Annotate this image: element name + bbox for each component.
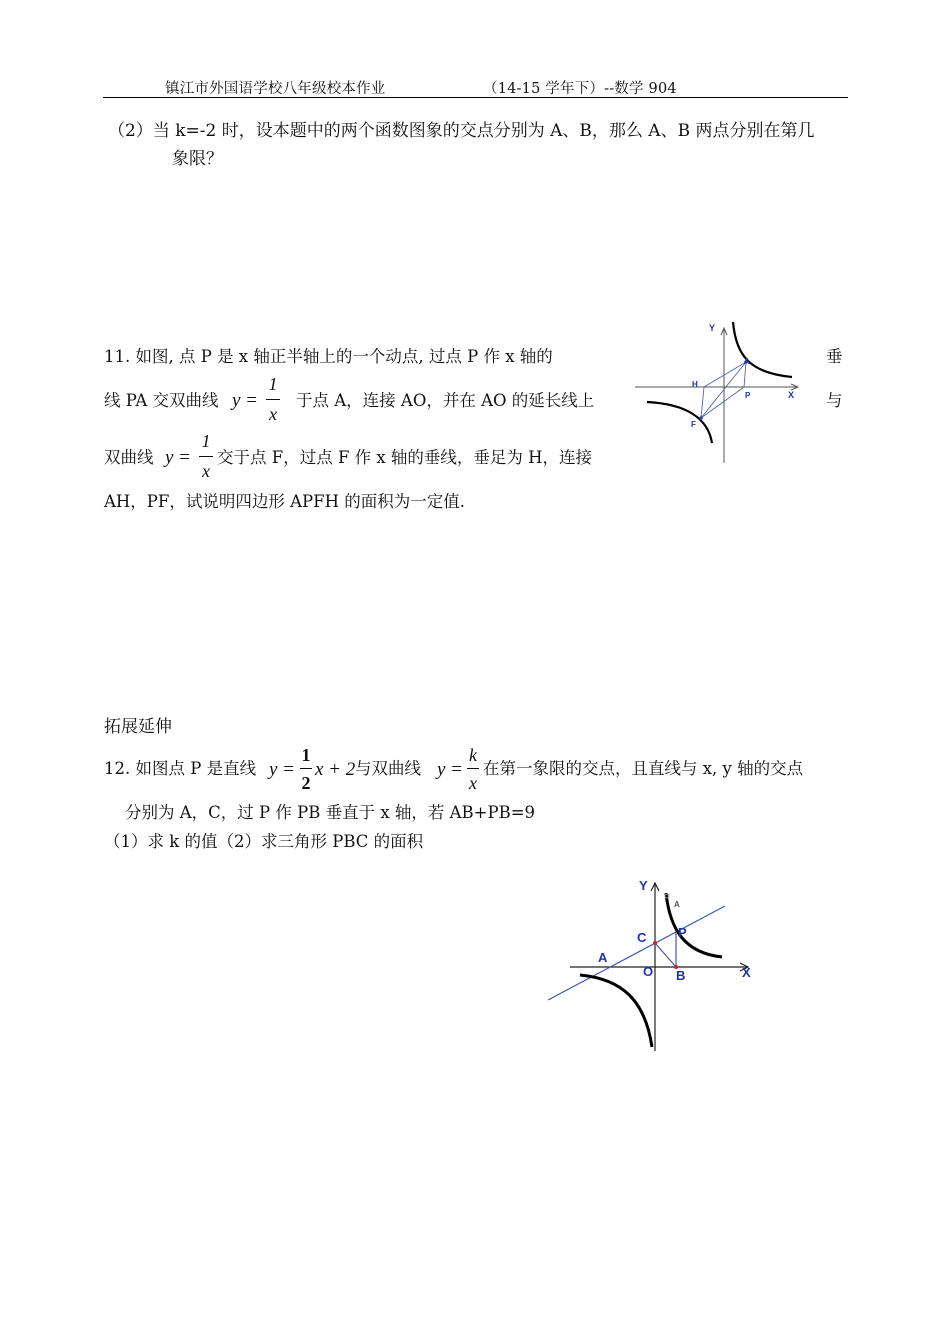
q12-line1-c: 在第一象限的交点，且直线与 x, y 轴的交点 [483, 759, 804, 778]
header-school: 镇江市外国语学校八年级校本作业 [165, 81, 386, 97]
q11-figure [630, 318, 810, 468]
q10-part2-line2: 象限？ [172, 149, 223, 169]
q11-eq2-fraction [199, 431, 213, 483]
q11-line3-b: 交于点 F，过点 F 作 x 轴的垂线，垂足为 H，连接 [217, 448, 593, 467]
label-o: O [643, 964, 654, 979]
q11-line2-b: 于点 A，连接 AO，并在 AO 的延长线上 [296, 391, 595, 410]
q11-eq2-numerator: 1 [201, 431, 211, 451]
q11-eq2-denominator: x [202, 461, 210, 481]
label-a: A [598, 950, 608, 965]
fraction-bar [266, 399, 280, 400]
label-h: H [692, 380, 698, 389]
q12-eq2-lhs: y = [437, 759, 464, 780]
q11-eq1-denominator: x [269, 404, 277, 424]
q11-line3-a: 双曲线 [104, 448, 154, 467]
q11-line2-a: 线 PA 交双曲线 [104, 391, 219, 410]
label-x: X [788, 390, 795, 400]
label-c: C [637, 930, 647, 945]
hyperbola-branch-q1 [733, 322, 792, 377]
q11-eq1-numerator: 1 [268, 374, 278, 394]
page-header [165, 77, 677, 98]
q12-eq1-lhs: y = [269, 759, 296, 780]
q11-eq1-fraction [266, 374, 280, 426]
q12-eq1-numerator: 1 [301, 745, 311, 765]
q12-line3: （1）求 k 的值（2）求三角形 PBC 的面积 [104, 832, 424, 851]
label-f: F [691, 420, 696, 429]
q11-line4: AH，PF，试说明四边形 APFH 的面积为一定值. [104, 492, 465, 511]
label-p: P [678, 925, 687, 940]
q12-eq2-fraction [467, 745, 479, 795]
label-y: Y [639, 878, 648, 893]
line-apc [548, 906, 725, 1000]
fraction-bar [467, 768, 479, 769]
q12-line2: 分别为 A，C，过 P 作 PB 垂直于 x 轴，若 AB+PB=9 [125, 803, 536, 822]
q12-eq2-denominator: x [469, 773, 477, 793]
segment-cb [655, 943, 676, 967]
q10-part2-line1: （2）当 k=-2 时，设本题中的两个函数图象的交点分别为 A、B，那么 A、B 两点分别在第几 [108, 121, 815, 141]
section-title: 拓展延伸 [104, 717, 172, 737]
fraction-bar [199, 456, 213, 457]
label-p: P [745, 391, 751, 400]
q12-line1-a: 12. 如图点 P 是直线 [104, 759, 257, 778]
q11-eq2-lhs: y = [165, 447, 192, 468]
q12-eq2-numerator: k [469, 745, 477, 765]
q12-eq1-fraction [300, 745, 312, 795]
label-a: A [744, 357, 750, 366]
point-f [699, 416, 703, 420]
q11-line1: 11. 如图, 点 P 是 x 轴正半轴上的一个动点, 过点 P 作 x 轴的 [104, 347, 553, 366]
q11-eq1-lhs: y = [232, 390, 259, 411]
q12-eq1-tail: x + 2 [315, 759, 356, 780]
q12-line1-b: 与双曲线 [355, 759, 421, 778]
header-rule [103, 97, 848, 98]
label-b: B [676, 968, 686, 983]
point-c [653, 941, 657, 945]
fraction-bar [300, 768, 312, 769]
q11-line2-end: 与 [826, 391, 843, 410]
q12-figure [540, 875, 760, 1055]
hyperbola-branch-q3 [580, 975, 652, 1047]
q12-eq1-denominator: 2 [301, 773, 311, 793]
label-a-small: A [674, 900, 680, 909]
q11-line1-end: 垂 [826, 347, 843, 366]
label-x: X [742, 965, 751, 980]
label-y: Y [709, 323, 716, 333]
header-course: （14-15 学年下）--数学 904 [483, 81, 677, 97]
